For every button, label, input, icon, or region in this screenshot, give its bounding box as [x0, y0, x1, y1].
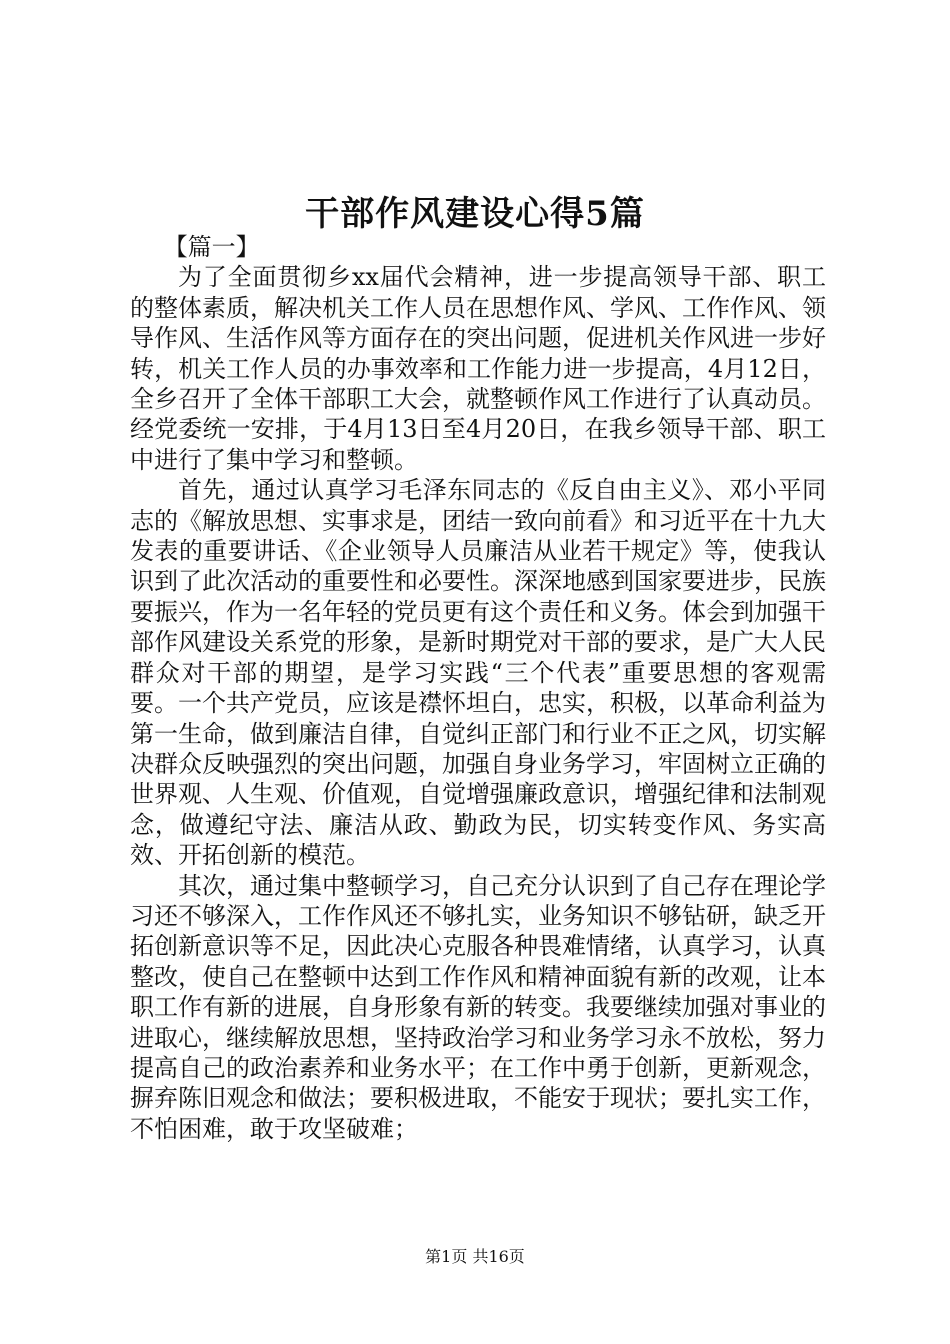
document-title: 干部作风建设心得5篇: [305, 194, 645, 234]
section-heading: 【篇一】: [163, 233, 260, 261]
document-body: [130, 232, 826, 1144]
paragraph-1: 为了全面贯彻乡xx届代会精神，进一步提高领导干部、职工的整体素质，解决机关工作人员在思想作风、学风、工作作风、领导作风、生活作风等方面存在的突出问题，促进机关作风进一步好转，机关工作人员的办事效率和工作能力进一步提高，4月12日，全乡召开了全体干部职工大会，就整顿作风工作进行了认真动员。经党委统一安排，于4月13日至4月20日，在我乡领导干部、职工中进行了集中学习和整顿。: [130, 263, 826, 474]
page-footer: 第1页 共16页: [425, 1247, 525, 1266]
paragraph-2: 首先，通过认真学习毛泽东同志的《反自由主义》、邓小平同志的《解放思想、实事求是，团结一致向前看》和习近平在十九大发表的重要讲话、《企业领导人员廉洁从业若干规定》等，使我认识到了此次活动的重要性和必要性。深深地感到国家要进步，民族要振兴，作为一名年轻的党员更有这个责任和义务。体会到加强干部作风建设关系党的形象，是新时期党对干部的要求，是广大人民群众对干部的期望，是学习实践“三个代表”重要思想的客观需要。一个共产党员，应该是襟怀坦白，忠实，积极，以革命利益为第一生命，做到廉洁自律，自觉纠正部门和行业不正之风，切实解决群众反映强烈的突出问题，加强自身业务学习，牢固树立正确的世界观、人生观、价值观，自觉增强廉政意识，增强纪律和法制观念，做遵纪守法、廉洁从政、勤政为民，切实转变作风、务实高效、开拓创新的模范。: [130, 476, 826, 870]
paragraph-3: 其次，通过集中整顿学习，自己充分认识到了自己存在理论学习还不够深入，工作作风还不够扎实，业务知识不够钻研，缺乏开拓创新意识等不足，因此决心克服各种畏难情绪，认真学习，认真整改，使自己在整顿中达到工作作风和精神面貌有新的改观，让本职工作有新的进展，自身形象有新的转变。我要继续加强对事业的进取心，继续解放思想，坚持政治学习和业务学习永不放松，努力提高自己的政治素养和业务水平；在工作中勇于创新，更新观念，摒弃陈旧观念和做法；要积极进取，不能安于现状；要扎实工作，不怕困难，敢于攻坚破难；: [130, 871, 826, 1143]
